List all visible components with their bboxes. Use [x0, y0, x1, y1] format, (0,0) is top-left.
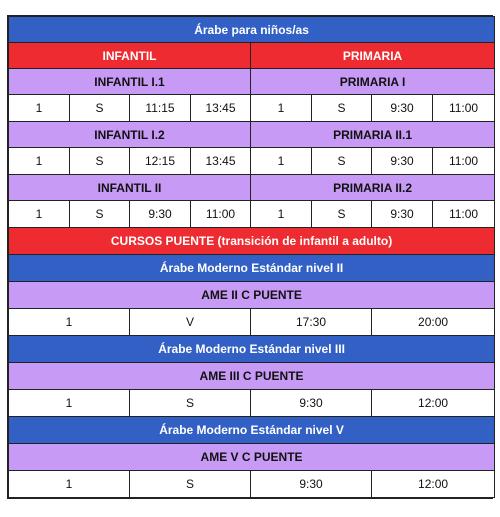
cell-start-time: 9:30 — [251, 390, 372, 417]
cell-sessions: 1 — [9, 148, 70, 175]
cell-day: S — [130, 471, 251, 498]
group-name-infantil-i1: INFANTIL I.1 — [9, 69, 251, 95]
cell-sessions: 1 — [251, 201, 312, 228]
cell-start-time: 9:30 — [372, 95, 433, 122]
column-header-primaria: PRIMARIA — [251, 43, 495, 69]
cell-day: S — [70, 95, 130, 122]
cell-sessions: 1 — [251, 148, 312, 175]
bridge-courses-heading: CURSOS PUENTE (transición de infantil a adulto) — [9, 228, 495, 255]
cell-day: S — [312, 148, 372, 175]
cell-start-time: 12:15 — [130, 148, 191, 175]
course-name-ame-ii: AME II C PUENTE — [9, 282, 495, 309]
cell-day: S — [70, 201, 130, 228]
group-name-primaria-i: PRIMARIA I — [251, 69, 495, 95]
cell-end-time: 11:00 — [433, 95, 495, 122]
cell-sessions: 1 — [9, 201, 70, 228]
group-name-primaria-ii2: PRIMARIA II.2 — [251, 175, 495, 201]
cell-start-time: 9:30 — [251, 471, 372, 498]
cell-sessions: 1 — [251, 95, 312, 122]
cell-day: S — [312, 95, 372, 122]
course-name-ame-iii: AME III C PUENTE — [9, 363, 495, 390]
cell-end-time: 11:00 — [433, 201, 495, 228]
column-header-infantil: INFANTIL — [9, 43, 251, 69]
table-title: Árabe para niños/as — [9, 17, 495, 43]
group-name-infantil-i2: INFANTIL I.2 — [9, 122, 251, 148]
cell-start-time: 9:30 — [130, 201, 191, 228]
level-heading-ame-iii: Árabe Moderno Estándar nivel III — [9, 336, 495, 363]
cell-end-time: 12:00 — [372, 471, 495, 498]
cell-end-time: 11:00 — [191, 201, 251, 228]
group-name-primaria-ii1: PRIMARIA II.1 — [251, 122, 495, 148]
level-heading-ame-v: Árabe Moderno Estándar nivel V — [9, 417, 495, 444]
course-name-ame-v: AME V C PUENTE — [9, 444, 495, 471]
cell-day: S — [130, 390, 251, 417]
group-name-infantil-ii: INFANTIL II — [9, 175, 251, 201]
cell-start-time: 9:30 — [372, 148, 433, 175]
cell-end-time: 11:00 — [433, 148, 495, 175]
cell-start-time: 17:30 — [251, 309, 372, 336]
cell-start-time: 11:15 — [130, 95, 191, 122]
cell-sessions: 1 — [9, 390, 130, 417]
level-heading-ame-ii: Árabe Moderno Estándar nivel II — [9, 255, 495, 282]
cell-end-time: 20:00 — [372, 309, 495, 336]
schedule-table-container — [7, 15, 493, 499]
cell-sessions: 1 — [9, 309, 130, 336]
cell-day: V — [130, 309, 251, 336]
cell-end-time: 13:45 — [191, 95, 251, 122]
cell-end-time: 13:45 — [191, 148, 251, 175]
cell-start-time: 9:30 — [372, 201, 433, 228]
cell-day: S — [312, 201, 372, 228]
cell-sessions: 1 — [9, 95, 70, 122]
schedule-table — [8, 16, 495, 498]
cell-sessions: 1 — [9, 471, 130, 498]
cell-day: S — [70, 148, 130, 175]
cell-end-time: 12:00 — [372, 390, 495, 417]
